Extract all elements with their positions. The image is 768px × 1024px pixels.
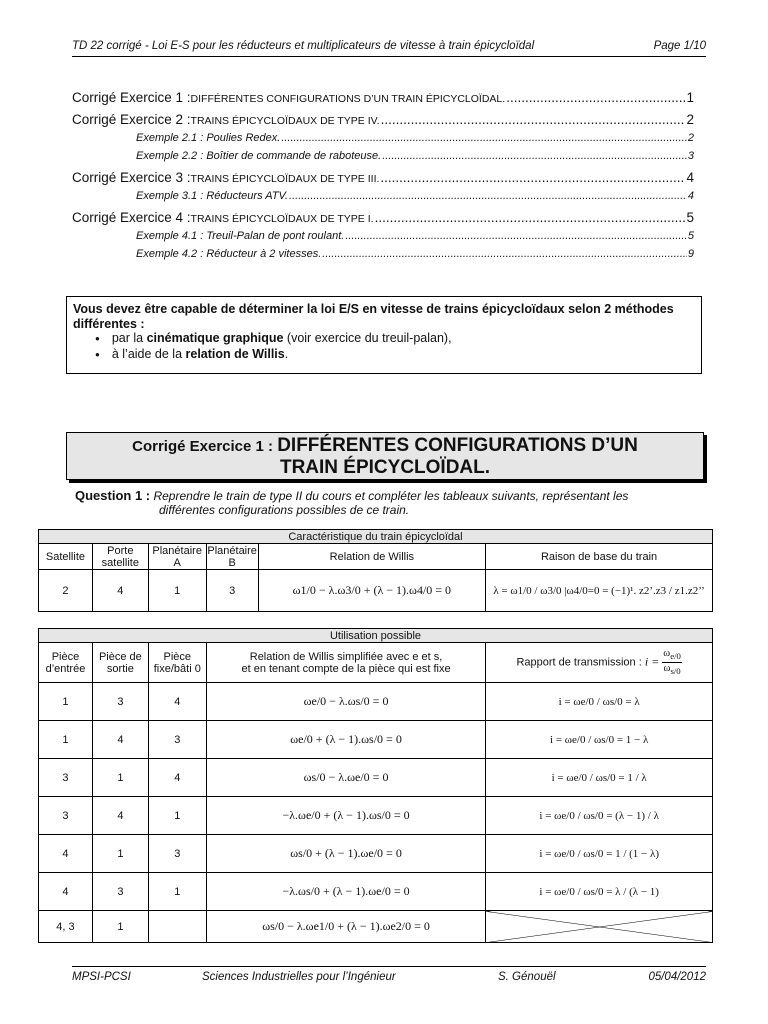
willis-simplified: ωe/0 + (λ − 1).ωs/0 = 0 [206, 721, 486, 759]
table-cell: 3 [148, 721, 206, 759]
column-header: Relation de Willis [258, 544, 485, 570]
section-title-prefix: Corrigé Exercice 1 : [132, 438, 278, 455]
toc-entry[interactable] [72, 170, 694, 185]
table-row [39, 911, 713, 943]
table-cell: 4 [92, 721, 148, 759]
column-header: Raison de base du train [486, 544, 713, 570]
usage-table [38, 628, 713, 943]
toc-subentry[interactable] [136, 190, 694, 202]
page-header [72, 40, 706, 57]
toc-entry-title: TRAINS ÉPICYCLOÏDAUX DE TYPE III. [190, 173, 380, 185]
characteristics-table [38, 529, 713, 612]
section-title-line1: DIFFÉRENTES CONFIGURATIONS D’UN [277, 435, 638, 456]
toc-entry-title: TRAINS ÉPICYCLOÏDAUX DE TYPE IV. [190, 115, 380, 127]
table-row [39, 570, 713, 612]
toc-entry-title: Exemple 2.1 : Poulies Redex. [136, 132, 281, 144]
table-row [39, 797, 713, 835]
objective-list [107, 331, 452, 363]
table-row [39, 873, 713, 911]
toc-entry-prefix: Corrigé Exercice 3 : [72, 170, 191, 185]
toc-entry-page: 1 [686, 90, 694, 105]
footer-date: 05/04/2012 [648, 971, 706, 983]
table-cell: 1 [39, 683, 93, 721]
column-header: Satellite [39, 544, 93, 570]
table-cell: 1 [92, 835, 148, 873]
table-cell: 4 [39, 835, 93, 873]
column-header: Relation de Willis simplifiée avec e et s, et en tenant compte de la pièce qui est fixe [206, 643, 486, 683]
table-cell: 1 [92, 759, 148, 797]
question-1 [75, 488, 695, 517]
willis-simplified: −λ.ωs/0 + (λ − 1).ωe/0 = 0 [206, 873, 486, 911]
table-cell [148, 911, 206, 943]
toc-leader [380, 170, 685, 185]
toc-entry-prefix: Corrigé Exercice 1 : [72, 90, 191, 105]
transmission-ratio: i = ωe/0 / ωs/0 = 1 / λ [486, 759, 713, 797]
toc-entry[interactable] [72, 210, 694, 225]
section-title-line2: TRAIN ÉPICYCLOÏDAL. [279, 457, 491, 478]
transmission-ratio: i = ωe/0 / ωs/0 = 1 − λ [486, 721, 713, 759]
table-cell: 1 [92, 911, 148, 943]
transmission-ratio: i = ωe/0 / ωs/0 = λ [486, 683, 713, 721]
toc-entry-title: Exemple 4.1 : Treuil-Palan de pont roulant. [136, 230, 345, 242]
table-cell: 3 [206, 570, 258, 612]
table-cell: 3 [148, 835, 206, 873]
toc-entry[interactable] [72, 112, 694, 127]
toc-entry-prefix: Corrigé Exercice 4 : [72, 210, 191, 225]
column-header: Pièce fixe/bâti 0 [148, 643, 206, 683]
toc-leader [382, 150, 687, 162]
toc-entry-title: Exemple 2.2 : Boîtier de commande de raboteuse. [136, 150, 382, 162]
toc-entry[interactable] [72, 90, 694, 105]
page-footer [72, 966, 706, 987]
base-ratio: λ = ω1/0 / ω3/0 |ω4/0=0 = (−1)¹. z2’.z3 / z1.z2’’ [486, 570, 713, 612]
willis-simplified: ωs/0 + (λ − 1).ωe/0 = 0 [206, 835, 486, 873]
toc-subentry[interactable] [136, 150, 694, 162]
willis-simplified: ωe/0 − λ.ωs/0 = 0 [206, 683, 486, 721]
column-header: Pièce d’entrée [39, 643, 93, 683]
table-cell: 4 [39, 873, 93, 911]
toc-subentry[interactable] [136, 132, 694, 144]
toc-entry-title: DIFFÉRENTES CONFIGURATIONS D’UN TRAIN ÉPICYCLOÏDAL. [190, 93, 506, 105]
table-row [39, 721, 713, 759]
table-caption: Utilisation possible [39, 629, 713, 643]
question-label: Question 1 : [75, 488, 151, 503]
table-cell: 1 [148, 873, 206, 911]
column-header: Porte satellite [92, 544, 148, 570]
toc-entry-title: TRAINS ÉPICYCLOÏDAUX DE TYPE I. [190, 213, 374, 225]
toc-entry-title: Exemple 3.1 : Réducteurs ATV. [136, 190, 289, 202]
toc-entry-page: 3 [687, 150, 694, 162]
question-text-cont: différentes configurations possibles de ce train. [159, 503, 410, 517]
toc-leader [281, 132, 687, 144]
table-cell: 3 [39, 759, 93, 797]
table-row [39, 835, 713, 873]
table-cell: 1 [148, 797, 206, 835]
table-cell: 3 [39, 797, 93, 835]
table-row [39, 683, 713, 721]
toc-entry-title: Exemple 4.2 : Réducteur à 2 vitesses. [136, 248, 322, 260]
section-title [66, 432, 704, 480]
transmission-ratio: i = ωe/0 / ωs/0 = λ / (λ − 1) [486, 873, 713, 911]
footer-class: MPSI-PCSI [72, 971, 131, 983]
toc-entry-page: 5 [686, 210, 694, 225]
toc-subentry[interactable] [136, 248, 694, 260]
objective-item: ● à l’aide de la relation de Willis. [107, 347, 452, 363]
toc-entry-page: 2 [686, 112, 694, 127]
toc-entry-page: 4 [686, 170, 694, 185]
table-cell: 4 [92, 797, 148, 835]
objective-box [66, 296, 702, 374]
objective-item: ● par la cinématique graphique (voir exercice du treuil-palan), [107, 331, 452, 347]
table-cell: 4 [148, 683, 206, 721]
objective-text: Vous devez être capable de déterminer la loi E/S en vitesse de trains épicycloïdaux selon 2 méthodes différentes : [73, 302, 674, 331]
column-header: Planétaire B [207, 544, 257, 569]
footer-author: S. Génouël [498, 971, 556, 983]
table-cell: 1 [148, 570, 206, 612]
transmission-ratio: i = ωe/0 / ωs/0 = 1 / (1 − λ) [486, 835, 713, 873]
table-caption: Caractéristique du train épicycloïdal [39, 530, 713, 544]
table-cell: 4 [148, 759, 206, 797]
willis-simplified: −λ.ωe/0 + (λ − 1).ωs/0 = 0 [206, 797, 486, 835]
table-row [39, 759, 713, 797]
footer-subject: Sciences Industrielles pour l’Ingénieur [202, 971, 396, 983]
toc-entry-prefix: Corrigé Exercice 2 : [72, 112, 191, 127]
transmission-ratio: i = ωe/0 / ωs/0 = (λ − 1) / λ [486, 797, 713, 835]
question-text: Reprendre le train de type II du cours et compléter les tableaux suivants, représentant les [153, 489, 629, 503]
toc-leader [322, 248, 687, 260]
column-header: Pièce de sortie [92, 643, 148, 683]
willis-simplified: ωs/0 − λ.ωe1/0 + (λ − 1).ωe2/0 = 0 [206, 911, 486, 943]
transmission-ratio [486, 911, 713, 943]
toc-leader [381, 112, 686, 127]
toc-entry-page: 9 [687, 248, 694, 260]
willis-simplified: ωs/0 − λ.ωe/0 = 0 [206, 759, 486, 797]
toc-leader [506, 90, 685, 105]
toc-entry-page: 4 [687, 190, 694, 202]
table-cell: 4 [92, 570, 148, 612]
table-cell: 1 [39, 721, 93, 759]
table-cell: 4, 3 [39, 911, 93, 943]
toc-entry-page: 5 [687, 230, 694, 242]
toc-entry-page: 2 [687, 132, 694, 144]
column-header: Rapport de transmission : i = $\frac{\omega_{e/0}}{\omega_{s/0}}$ [486, 643, 713, 683]
table-cell: 2 [39, 570, 93, 612]
toc-leader [375, 210, 686, 225]
toc-leader [345, 230, 687, 242]
toc-leader [289, 190, 687, 202]
header-page-number: Page 1/10 [653, 40, 706, 52]
toc-subentry[interactable] [136, 230, 694, 242]
column-header: Planétaire A [148, 544, 206, 570]
table-cell: 3 [92, 683, 148, 721]
header-title: TD 22 corrigé - Loi E-S pour les réducteurs et multiplicateurs de vitesse à train épicycloïdal [72, 40, 535, 52]
table-cell: 3 [92, 873, 148, 911]
willis-relation: ω1/0 − λ.ω3/0 + (λ − 1).ω4/0 = 0 [258, 570, 485, 612]
